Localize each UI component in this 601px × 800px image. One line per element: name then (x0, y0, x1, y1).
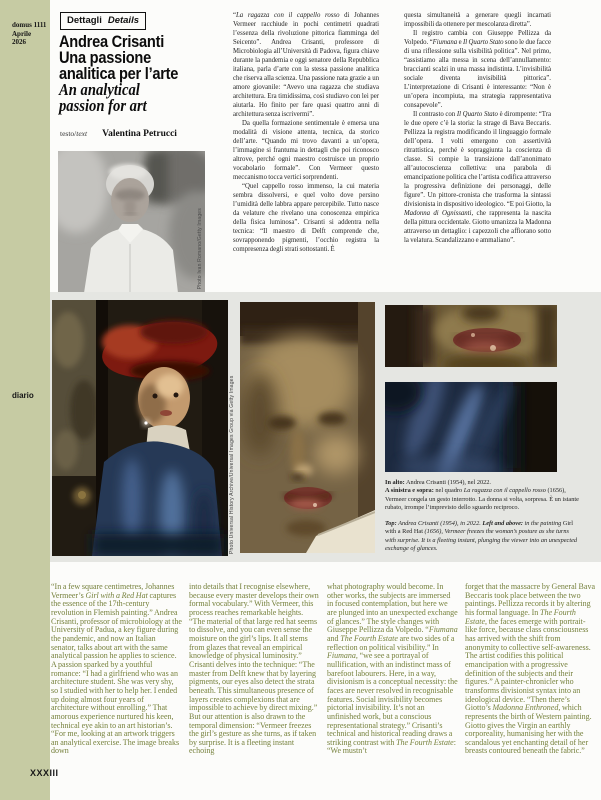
lips-detail-image (385, 305, 557, 367)
face-detail-image (240, 302, 375, 553)
english-column-3: what photography would become. In other works, the subjects are immersed in focused contemplation, but here we are plunged into an unexpected exchange of glances.” The style changes with Giuseppe Pellizza da Volpedo. “Fiumana and The Fourth Estate are two sides of a reflection on political visibility.” In Fiumana, “we see a portrayal of nullification, with an indistinct mass of barefoot labourers. Here, in a way, divisionism is a conceptual necessity: the faces are never resolved in recognisable features. Social invisibility becomes pictorial invisibility. It’s not an unfinished work, but a conscious representational strategy.” Crisanti’s technical and historical reading draws a striking contrast with The Fourth Estate: “We mustn’t (327, 583, 458, 756)
face-detail-art (240, 302, 375, 553)
english-column-1: “In a few square centimetres, Johannes Vermeer’s Girl with a Red Hat captures the essence of the 17th-century revolution in Flemish painting.” Andrea Crisanti, professor of microbiology at the University of Padua, a key figure during the pandemic, and now an Italian senator, talks about art with the same analytical passion he applies to science. A passion sparked by a youthful romance: “I had a girlfriend who was an architecture student. She was very shy, so I studied with her to help her. I ended up doing almost four years of architecture without enrolling.” That amorous experience nurtured his keen, technical eye akin to an art historian’s. “For me, looking at an artwork triggers an analytical exercise. The image breaks down (51, 583, 182, 756)
title-line-it: Una passione (59, 48, 151, 67)
english-column-2: into details that I recognise elsewhere, because every master develops their own formal vocabulary.” With Vermeer, this process reaches remarkable heights. “The material of that large red hat seems to dissolve, and you can even sense the moisture on the girl’s lips. It all stems from glazes that reveal an empirical knowledge of physical luminosity.” Crisanti delves into the technique: “The master from Delft knew that by layering pigments, our eyes also detect the strata beneath. This simultaneous presence of layers creates complexions that are impossible to achieve by direct mixing.” But our attention is also drawn to the temporal dimension: “Vermeer freezes the girl’s gesture as she turns, as if taken by surprise. It is a fleeting instant echoing (189, 583, 319, 756)
page-number: XXXIII (30, 768, 59, 778)
portrait-photo-credit: Photo Ivan Romano/Getty Images (197, 207, 203, 289)
caption-block (385, 479, 579, 553)
issue-month: Aprile (12, 29, 32, 38)
garment-detail-image (385, 382, 557, 472)
caption-italian: In alto: Andrea Crisanti (1954), nel 2022. A sinistra e sopra: nel quadro La ragazza con il cappello rosso (1656), Vermeer congela un gesto interrotto. La donna si volta, sorpresa. È un istante rubato, irrompe l’imprevisto dello sguardo reciproco. (385, 479, 579, 511)
author-name: Valentina Petrucci (102, 129, 177, 139)
issue-info (12, 21, 46, 47)
issue-year: 2026 (12, 38, 26, 47)
section-tag-box (60, 12, 146, 30)
caption-english: Top: Andrea Crisanti (1954), in 2022. Left and above: in the painting Girl with a Red Hat (1656), Vermeer freezes the woman’s posture as she turns with surprise. It is a fleeting instant, plunging the viewer into an unexpected exchange of glances. (385, 520, 578, 553)
title-line-it: Andrea Crisanti (59, 32, 165, 51)
image-panel (50, 292, 601, 562)
article-title (59, 34, 178, 114)
italian-column-2: questa simultaneità a generare quegli incarnati impossibili da ottenere per mescolanza diretta”. Il registro cambia con Giuseppe Pellizza da Volpedo. “Fiumana e Il Quarto Stato sono le due facce di una riflessione sulla visibilità politica”. Nel primo, “assistiamo alla messa in scena dell’annullamento: braccianti scalzi in una massa indistinta. L’invisibilità sociale diventa invisibilità pittorica”. L’interpretazione di Crisanti è interessante: “Non è un’opera incompiuta, ma strategia rappresentativa consapevole”. Il contrasto con Il Quarto Stato è dirompente: “Tra le due opere c’è la storia: la strage di Bava Beccaris. Pellizza la registra modificando il linguaggio formale dell’opera. I volti emergono con assertività ritrattistica, perché è sopraggiunta la coscienza di classe. Si compie la transizione dall’anonimato all’autocoscienza collettiva: una parabola di emancipazione politica che l’artista codifica attraverso la progressiva definizione dei personaggi, delle figure”. Un pittore-cronista che trasforma la sintassi divisionista in dispositivo ideologico. “E poi Giotto, la Madonna di Ognissanti, che rappresenta la nascita della pittura occidentale. Giotto umanizza la Madonna attraverso un dettaglio: i capezzoli che affiorano sotto la velatura. Scandalizzano e ammaliano”. (404, 12, 551, 244)
garment-detail-art (385, 382, 557, 472)
vermeer-painting-art (52, 300, 228, 556)
byline-label: testo/text (60, 129, 88, 138)
title-line-it: analitica per l’arte (59, 64, 179, 83)
english-column-4: forget that the massacre by General Bava Beccaris took place between the two paintings. Pellizza records it by altering his formal language. In The Fourth Estate, the faces emerge with portrait-like force, because class consciousness has arrived with the shift from anonymity to collective self-awareness. The artist codifies this political emancipation with a progressive definition of the subjects and their figures.” A painter-chronicler who transforms divisionist syntax into an ideological device. “Then there’s Giotto’s Madonna Enthroned, which represents the birth of Western painting. Giotto gives the Virgin an earthly corporeality, humanising her with the scandalous yet enchanting detail of her breasts contoured beneath the fabric.” (465, 583, 595, 756)
portrait-photo (58, 151, 205, 293)
portrait-photo-art (58, 151, 205, 293)
sidebar-strip (0, 0, 59, 800)
title-line-en: passion for art (59, 96, 147, 115)
lips-detail-art (385, 305, 557, 367)
painting-photo-credit: Photo Universal History Archive/Universal Images Group via Getty Images (229, 375, 235, 554)
tag-italian: Dettagli (67, 15, 102, 26)
title-line-en: An analytical (59, 80, 140, 99)
italian-column-1: “La ragazza con il cappello rosso di Johannes Vermeer racchiude in pochi centimetri quadrati l’essenza della rivoluzione pittorica fiamminga del Seicento”. Andrea Crisanti, professore di Microbiologia all’Università di Padova, figura chiave durante la pandemia e oggi senatore della Repubblica italiana, parla d’arte con la stessa passione analitica che riserva alla scienza. Una passione nata grazie a un amore giovanile: “Avevo una ragazza che studiava architettura. Era timidissima, così studiavo con lei per aiutarla. Ho finito per fare quasi quattro anni di architettura senza iscrivermi”. Da quella formazione sentimentale è emersa una modalità di visione attenta, tecnica, da storico dell’arte. “Quando mi trovo davanti a un’opera, l’immagine si frantuma in dettagli che poi riconosco altrove, perché ogni maestro costruisce un proprio vocabolario formale”. Con Vermeer questo meccanismo tocca vertici sorprendenti. “Quel cappello rosso immenso, la cui materia sembra dissolversi, e quel volto dove persino l’umidità delle labbra appare percepibile. Tutto nasce da velature che rivelano una conoscenza empirica della fisica luminosa”. Crisanti si addentra nella tecnica: “Il maestro di Delft comprende che, sovrapponendo pigmenti, l’occhio registra la compresenza degli strati sottostanti. È (233, 12, 379, 253)
issue-number: domus 1111 (12, 21, 47, 29)
byline (60, 129, 177, 139)
section-label: diario (12, 391, 34, 400)
vermeer-painting-image (52, 300, 228, 556)
tag-english: Details (107, 15, 139, 26)
